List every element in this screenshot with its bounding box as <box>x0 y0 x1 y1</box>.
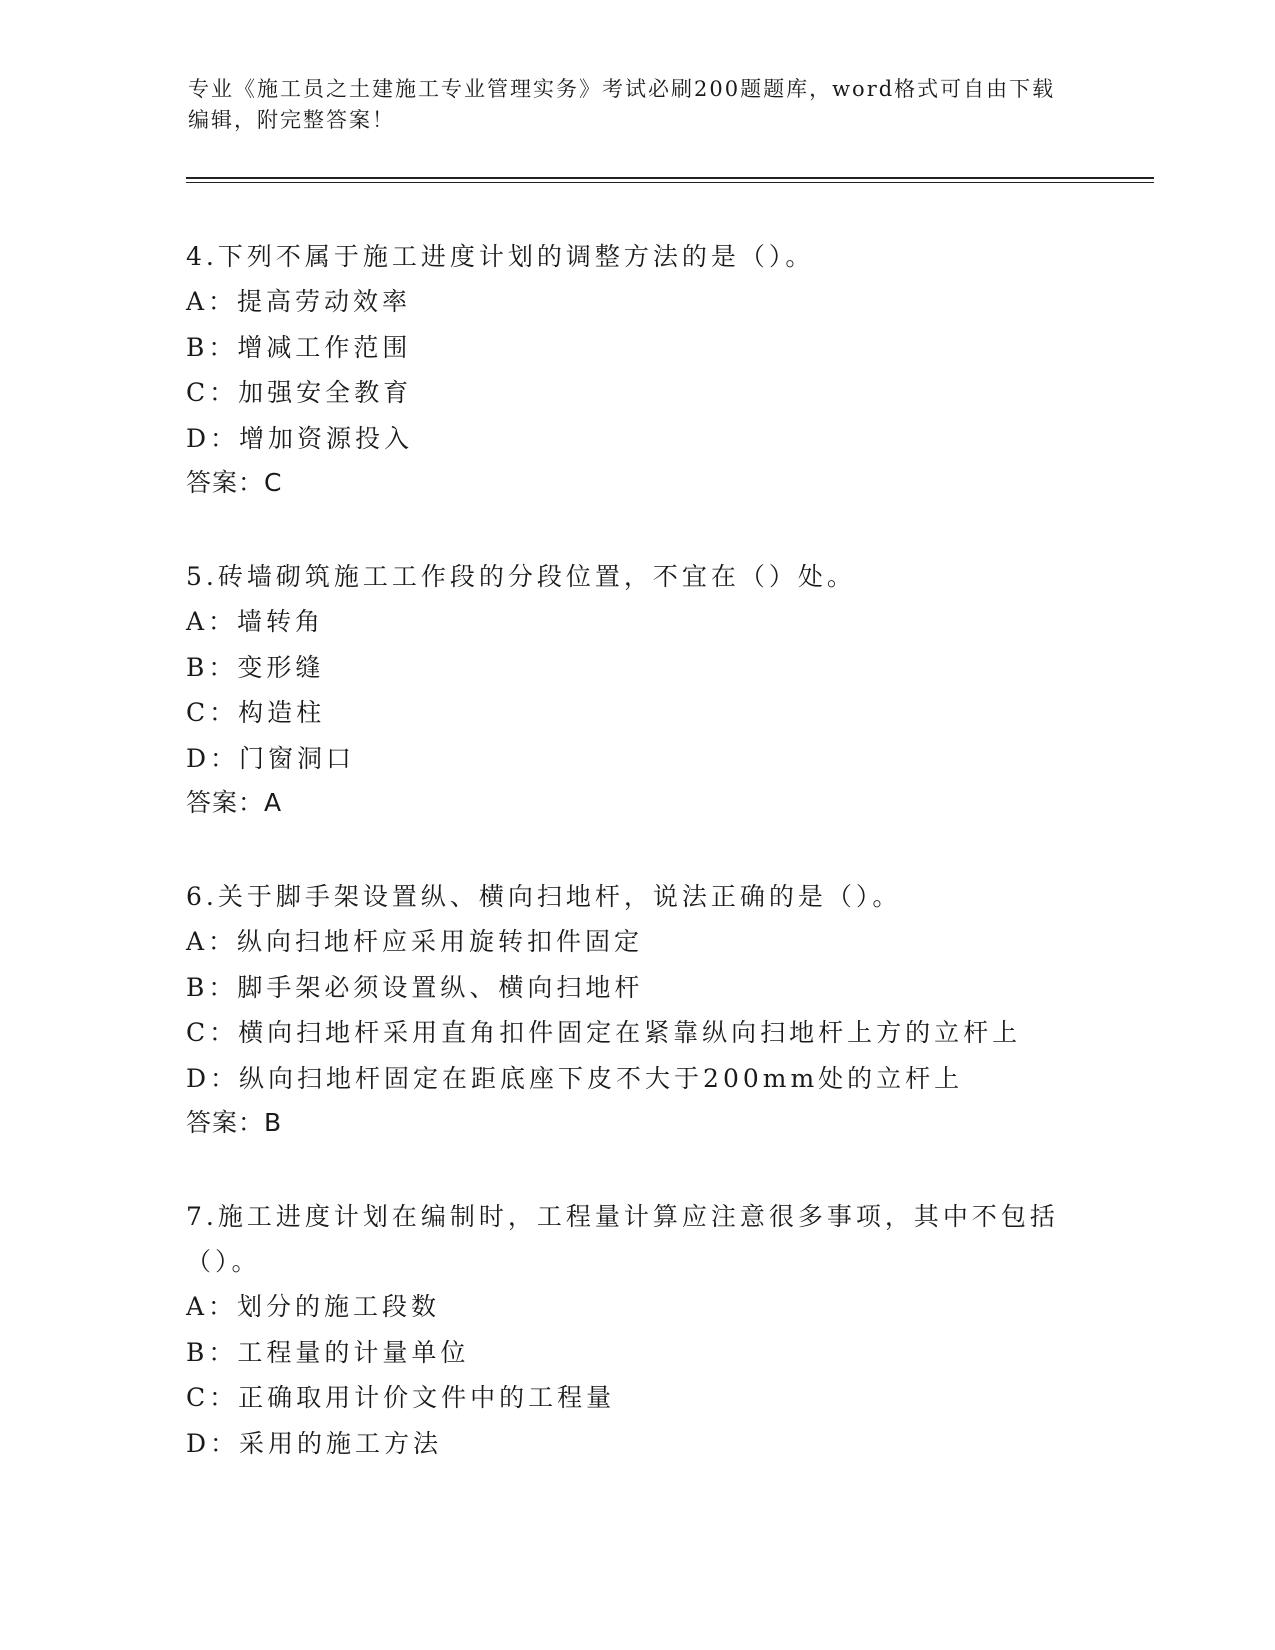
question-6 <box>186 874 1086 1145</box>
question-7 <box>186 1194 1086 1466</box>
question-5 <box>186 554 1086 825</box>
header-divider <box>186 177 1154 179</box>
question-stem: 6.关于脚手架设置纵、横向扫地杆，说法正确的是（）。 <box>186 882 902 911</box>
option-b: B：变形缝 <box>186 652 325 682</box>
option-d: D：门窗洞口 <box>186 743 356 773</box>
question-stem: 7.施工进度计划在编制时，工程量计算应注意很多事项，其中不包括（）。 <box>186 1202 1059 1276</box>
option-c: C：构造柱 <box>186 698 326 727</box>
option-a: A：纵向扫地杆应采用旋转扣件固定 <box>186 927 644 956</box>
option-a: A：划分的施工段数 <box>186 1292 441 1321</box>
answer: 答案：C <box>186 468 283 497</box>
answer: 答案：B <box>186 1108 283 1137</box>
option-c: C：正确取用计价文件中的工程量 <box>186 1383 616 1412</box>
option-d: D：采用的施工方法 <box>186 1428 443 1458</box>
option-a: A：提高劳动效率 <box>186 287 412 316</box>
header-divider-thin <box>186 182 1154 183</box>
answer: 答案：A <box>186 788 283 817</box>
option-d: D：增加资源投入 <box>186 423 414 453</box>
document-header: 专业《施工员之土建施工专业管理实务》考试必刷200题题库，word格式可自由下载编辑，附完整答案！ <box>188 77 1056 132</box>
option-b: B：脚手架必须设置纵、横向扫地杆 <box>186 972 644 1002</box>
question-stem: 5.砖墙砌筑施工工作段的分段位置，不宜在（）处。 <box>186 562 856 591</box>
question-stem: 4.下列不属于施工进度计划的调整方法的是（）。 <box>186 242 815 271</box>
option-d: D：纵向扫地杆固定在距底座下皮不大于200mm处的立杆上 <box>186 1063 964 1093</box>
option-c: C：加强安全教育 <box>186 378 413 407</box>
option-b: B：工程量的计量单位 <box>186 1337 470 1367</box>
option-a: A：墙转角 <box>186 607 325 636</box>
option-c: C：横向扫地杆采用直角扣件固定在紧靠纵向扫地杆上方的立杆上 <box>186 1018 1022 1047</box>
option-b: B：增减工作范围 <box>186 332 412 362</box>
question-4 <box>186 234 1086 505</box>
